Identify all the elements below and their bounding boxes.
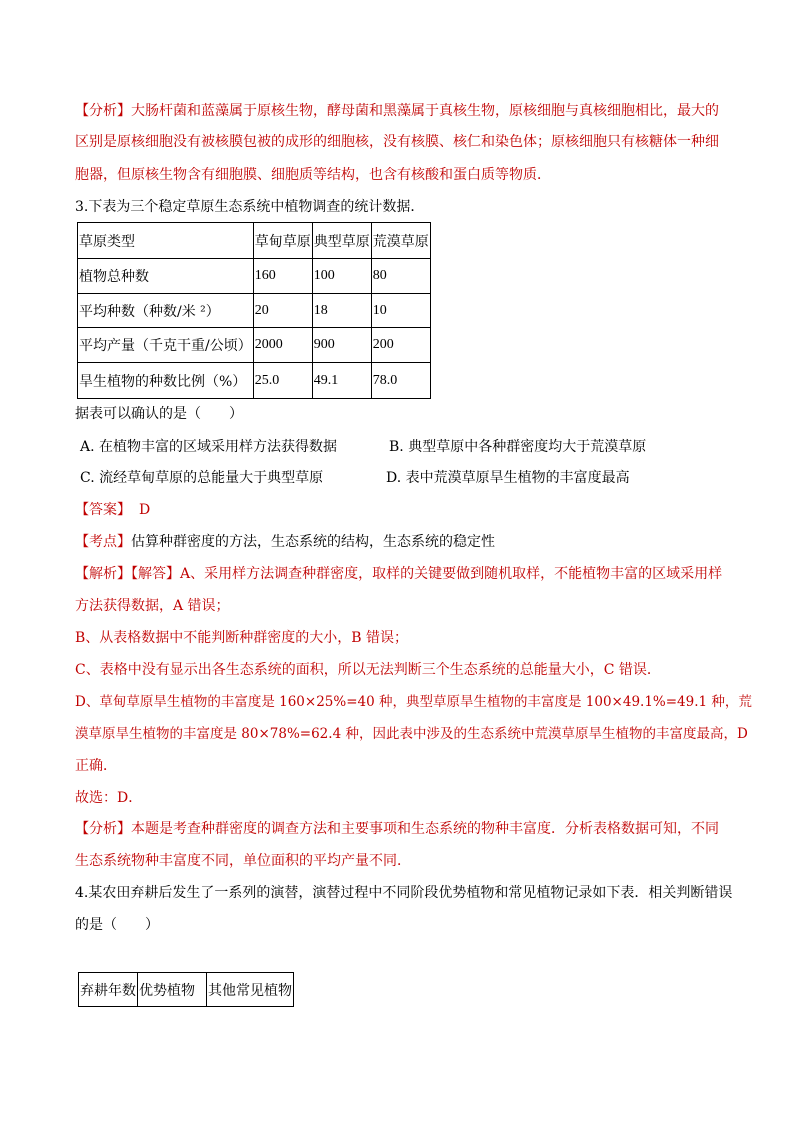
jiexi-line-1 <box>75 565 722 583</box>
answer-line <box>75 501 150 519</box>
table-row <box>78 259 431 294</box>
q3-data-table <box>77 222 431 399</box>
jiexi-c: C、表格中没有显示出各生态系统的面积，所以无法判断三个生态系统的总能量大小，C 错误． <box>75 662 661 678</box>
fenxi-line-2: 生态系统物种丰富度不同，单位面积的平均产量不同． <box>75 853 411 869</box>
table-cell: 平均产量（千克干重/公顷） <box>78 328 254 363</box>
jiexi-line-2: 方法获得数据，A 错误； <box>75 598 230 614</box>
jiexi-tag: 【解析】【解答】 <box>75 566 180 582</box>
table-header-cell: 草甸草原 <box>253 223 312 259</box>
jiexi-d-3: 正确． <box>75 758 117 774</box>
table-header-cell: 其他常见植物 <box>207 973 294 1007</box>
fenxi-text-1: 本题是考查种群密度的调查方法和主要事项和生态系统的物种丰富度．分析表格数据可知，不同 <box>131 821 719 837</box>
table-cell: 20 <box>253 294 312 328</box>
option-b: B. 典型草原中各种群密度均大于荒漠草原 <box>389 439 647 455</box>
table-header-cell: 草原类型 <box>78 223 254 259</box>
table-header-cell: 典型草原 <box>312 223 371 259</box>
table-row <box>78 294 431 328</box>
option-c: C. 流经草甸草原的总能量大于典型草原 <box>80 470 324 486</box>
q3-stem: 3.下表为三个稳定草原生态系统中植物调查的统计数据． <box>75 199 425 215</box>
table-cell: 25.0 <box>253 363 312 399</box>
kaodian-text: 估算种群密度的方法，生态系统的结构，生态系统的稳定性 <box>131 534 495 550</box>
jiexi-text-1: A、采用样方法调查种群密度，取样的关键要做到随机取样，不能植物丰富的区域采用样 <box>180 566 723 582</box>
option-a: A. 在植物丰富的区域采用样方法获得数据 <box>80 439 338 455</box>
kaodian-tag: 【考点】 <box>75 534 131 550</box>
table-cell: 旱生植物的种数比例（%） <box>78 363 254 399</box>
analysis-line-1 <box>75 102 719 120</box>
table-header-cell: 弃耕年数 <box>79 973 138 1007</box>
fenxi-tag: 【分析】 <box>75 821 131 837</box>
table-cell: 10 <box>371 294 430 328</box>
analysis-text-1: 大肠杆菌和蓝藻属于原核生物，酵母菌和黑藻属于真核生物，原核细胞与真核细胞相比，最大的 <box>131 103 719 119</box>
table-header-cell: 优势植物 <box>138 973 207 1007</box>
fenxi-line-1 <box>75 820 719 838</box>
answer-tag: 【答案】 <box>75 502 131 518</box>
table-cell: 80 <box>371 259 430 294</box>
table-row <box>78 328 431 363</box>
answer-value: D <box>139 502 151 518</box>
table-cell: 植物总种数 <box>78 259 254 294</box>
table-cell: 平均种数（种数/米 ²） <box>78 294 254 328</box>
analysis-line-2: 区别是原核细胞没有被核膜包被的成形的细胞核，没有核膜、核仁和染色体；原核细胞只有核糖体一种细 <box>75 134 719 150</box>
table-cell: 160 <box>253 259 312 294</box>
kaodian-line <box>75 533 495 551</box>
table-header-cell: 荒漠草原 <box>371 223 430 259</box>
table-cell: 78.0 <box>371 363 430 399</box>
choose-line: 故选：D． <box>75 790 143 806</box>
q4-data-table <box>78 972 294 1007</box>
jiexi-d-2: 漠草原旱生植物的丰富度是 80×78%=62.4 种，因此表中涉及的生态系统中荒漠草原旱生植物的丰富度最高，D <box>75 726 748 742</box>
table-row <box>78 363 431 399</box>
table-cell: 18 <box>312 294 371 328</box>
option-d: D. 表中荒漠草原旱生植物的丰富度最高 <box>386 470 630 486</box>
jiexi-b: B、从表格数据中不能判断种群密度的大小，B 错误； <box>75 630 409 646</box>
table-cell: 2000 <box>253 328 312 363</box>
table-header-row <box>78 223 431 259</box>
q4-stem-1: 4.某农田弃耕后发生了一系列的演替，演替过程中不同阶段优势植物和常见植物记录如下表．相关判断错误 <box>75 885 733 901</box>
table-cell: 49.1 <box>312 363 371 399</box>
table-cell: 100 <box>312 259 371 294</box>
q3-prompt: 据表可以确认的是（ ） <box>75 406 243 422</box>
analysis-tag: 【分析】 <box>75 103 131 119</box>
table-cell: 200 <box>371 328 430 363</box>
table-cell: 900 <box>312 328 371 363</box>
jiexi-d-1: D、草甸草原旱生植物的丰富度是 160×25%=40 种，典型草原旱生植物的丰富度是 100×49.1%=49.1 种，荒 <box>75 694 752 710</box>
table-header-row <box>79 973 294 1007</box>
analysis-line-3: 胞器，但原核生物含有细胞膜、细胞质等结构，也含有核酸和蛋白质等物质． <box>75 167 551 183</box>
q4-stem-2: 的是（ ） <box>75 917 159 933</box>
